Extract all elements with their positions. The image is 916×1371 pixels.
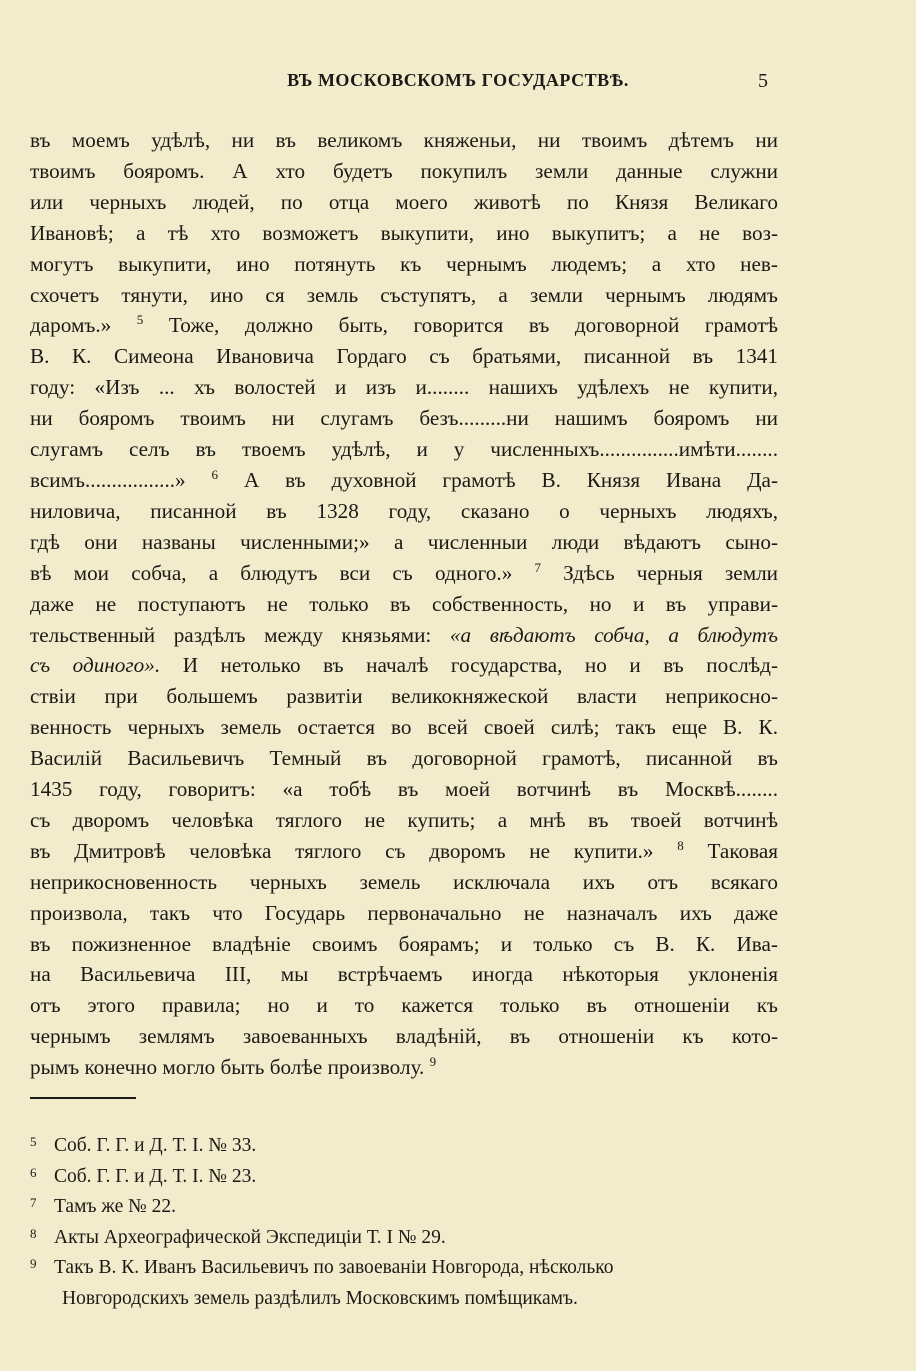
- text-line: произвола, такъ что Государь первоначально не назначалъ ихъ даже: [30, 900, 778, 925]
- text-line: схочетъ тянути, ино ся земль съступятъ, а земли чернымъ людямъ: [30, 282, 778, 307]
- text-line: могутъ выкупити, ино потянуть къ чернымъ людемъ; а хто нев-: [30, 251, 778, 276]
- text-line: слугамъ селъ въ твоемъ удѣлѣ, и у численныхъ...............имѣти........: [30, 437, 778, 462]
- footnote-ref[interactable]: 6: [211, 466, 219, 482]
- text-line: съ дворомъ человѣка тяглого не купить; а мнѣ въ твоей вотчинѣ: [30, 807, 778, 832]
- text-line: даже не поступаютъ не только въ собственность, но и въ управи-: [30, 591, 778, 616]
- text-line: неприкосновенность черныхъ земель исключала ихъ отъ всякаго: [30, 869, 778, 894]
- text-line: [30, 558, 778, 589]
- footnote: [28, 1162, 788, 1193]
- text-line: ствіи при большемъ развитіи великокняжеской власти неприкосно-: [30, 684, 778, 709]
- text-segment: вѣ мои собча, а блюдутъ вси съ одного.»: [30, 560, 513, 585]
- text-line: чернымъ землямъ завоеванныхъ владѣній, въ отношеніи къ кото-: [30, 1024, 778, 1049]
- running-title: ВЪ МОСКОВСКОМЪ ГОСУДАРСТВѢ.: [287, 70, 629, 90]
- text-line: году: «Изъ ... хъ волостей и изъ и........ нашихъ удѣлехъ не купити,: [30, 375, 778, 400]
- text-line: В. К. Симеона Ивановича Гордаго съ братьями, писанной въ 1341: [30, 344, 778, 369]
- footnote: [28, 1131, 788, 1162]
- footnote-mark: 9: [30, 1256, 37, 1271]
- text-segment: А въ духовной грамотѣ В. Князя Ивана Да-: [243, 467, 779, 492]
- footnote-mark: 5: [30, 1134, 37, 1149]
- footnote-text: Тамъ же № 22.: [54, 1196, 176, 1217]
- text-line: [30, 465, 778, 496]
- text-line: твоимъ бояромъ. А хто будетъ покупилъ земли данные служни: [30, 158, 778, 183]
- page-number: 5: [758, 70, 768, 92]
- text-segment: Тоже, должно быть, говорится въ договорной грамотѣ: [168, 313, 779, 338]
- footnote-ref[interactable]: 7: [534, 559, 541, 575]
- text-segment: Здѣсь черныя земли: [563, 560, 779, 585]
- text-line: [30, 836, 778, 867]
- text-line: Василій Васильевичъ Темный въ договорной грамотѣ, писанной въ: [30, 746, 778, 771]
- text-line: [30, 310, 778, 341]
- text-segment: въ Дмитровѣ человѣка тяглого съ дворомъ не купити.»: [30, 838, 654, 863]
- footnote-mark: 8: [30, 1225, 37, 1241]
- text-line: въ моемъ удѣлѣ, ни въ великомъ княженьи, ни твоимъ дѣтемъ ни: [30, 128, 778, 152]
- text-line: на Васильевича III, мы встрѣчаемъ иногда нѣкоторыя уклоненія: [30, 962, 778, 987]
- text-line: ни бояромъ твоимъ ни слугамъ безъ.........ни нашимъ бояромъ ни: [30, 406, 778, 431]
- footnote-continuation: Новгородскихъ земель раздѣлилъ Московскимъ помѣщикамъ.: [62, 1287, 578, 1309]
- text-line: отъ этого правила; но и то кажется только въ отношеніи къ: [30, 993, 778, 1018]
- footnote: [28, 1192, 788, 1223]
- text-segment: И нетолько въ началѣ государства, но и въ послѣд-: [182, 653, 779, 678]
- text-line: венность черныхъ земель остается во всей своей силѣ; такъ еще В. К.: [30, 715, 778, 740]
- text-line: или черныхъ людей, по отца моего животѣ по Князя Великаго: [30, 189, 778, 214]
- footnote: [28, 1253, 788, 1314]
- main-text: [30, 125, 778, 1083]
- text-segment: даромъ.»: [30, 313, 112, 338]
- text-segment: тельственный раздѣлъ между князьями:: [30, 622, 432, 647]
- page-header: [30, 70, 886, 100]
- footnote: [28, 1223, 788, 1254]
- text-line: Ивановѣ; а тѣ хто возможетъ выкупити, ино выкупитъ; а не воз-: [30, 220, 778, 245]
- text-line: [30, 650, 778, 681]
- footnote-ref[interactable]: 5: [136, 312, 144, 328]
- footnote-text: Акты Археографической Экспедиціи Т. I № 29.: [54, 1226, 446, 1248]
- footnote-mark: 7: [30, 1195, 37, 1210]
- footnote-text: Такъ В. К. Иванъ Васильевичъ по завоеваніи Новгорода, нѣсколько: [54, 1257, 614, 1278]
- text-line: гдѣ они названы численными;» а численныи люди вѣдаютъ сыно-: [30, 529, 778, 554]
- footnote-ref[interactable]: 9: [429, 1054, 437, 1070]
- text-line: въ пожизненное владѣніе своимъ боярамъ; и только съ В. К. Ива-: [30, 931, 778, 956]
- footnotes: [28, 1131, 788, 1314]
- footnote-ref[interactable]: 8: [677, 837, 684, 853]
- italic-quote: съ одиного».: [30, 653, 161, 678]
- text-line: [30, 1052, 778, 1083]
- footnote-divider: [30, 1097, 136, 1099]
- text-line: 1435 году, говоритъ: «а тобѣ въ моей вотчинѣ въ Москвѣ........: [30, 777, 778, 802]
- footnote-text: Соб. Г. Г. и Д. Т. I. № 33.: [54, 1135, 257, 1156]
- text-segment: всимъ.................»: [30, 467, 186, 492]
- text-segment: рымъ конечно могло быть болѣе произволу.: [30, 1055, 425, 1080]
- footnote-text: Соб. Г. Г. и Д. Т. I. № 23.: [54, 1165, 257, 1187]
- text-line: [30, 620, 778, 651]
- italic-quote: «а вѣдаютъ собча, а блюдутъ: [449, 622, 778, 647]
- text-segment: Таковая: [707, 838, 779, 863]
- text-line: ниловича, писанной въ 1328 году, сказано о черныхъ людяхъ,: [30, 498, 778, 523]
- footnote-mark: 6: [30, 1164, 37, 1180]
